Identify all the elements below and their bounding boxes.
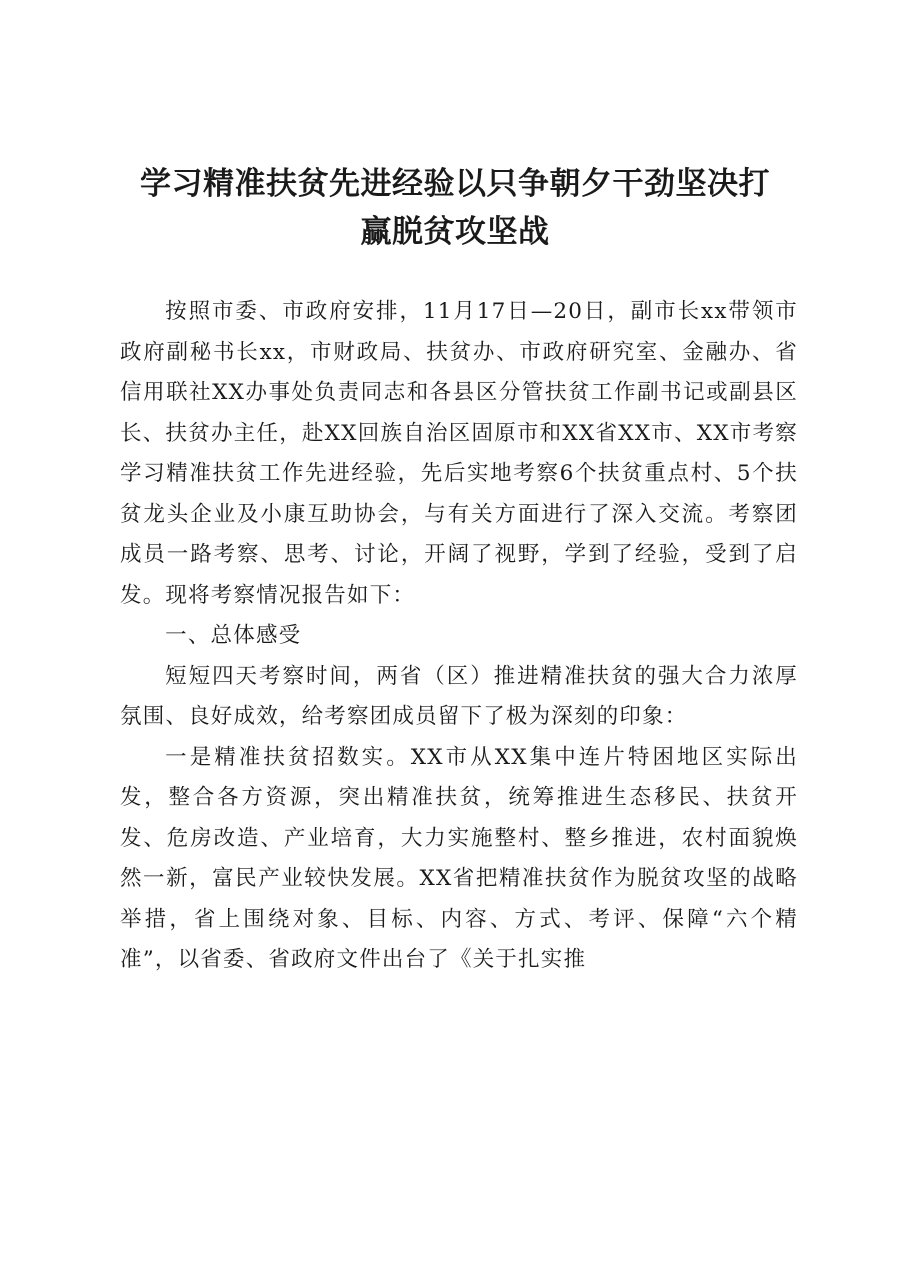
- document-title: [110, 160, 800, 256]
- title-line-2: 赢脱贫攻坚战: [360, 214, 550, 250]
- section-heading-overall-impression: 一、总体感受: [165, 623, 302, 648]
- document-body: [120, 292, 798, 981]
- paragraph-point-one: 一是精准扶贫招数实。XX市从XX集中连片特困地区实际出发，整合各方资源，突出精准扶贫，统筹推进生态移民、扶贫开发、危房改造、产业培育，大力实施整村、整乡推进，农村面貌焕然一新，富民产业较快发展。XX省把精准扶贫作为脱贫攻坚的战略举措，省上围绕对象、目标、内容、方式、考评、保障“六个精准”，以省委、省政府文件出台了《关于扎实推: [120, 744, 798, 972]
- paragraph-summary: 短短四天考察时间，两省（区）推进精准扶贫的强大合力浓厚氛围、良好成效，给考察团成员留下了极为深刻的印象：: [120, 663, 798, 729]
- paragraph-intro: 按照市委、市政府安排，11月17日—20日，副市长xx带领市政府副秘书长xx，市财政局、扶贫办、市政府研究室、金融办、省信用联社XX办事处负责同志和各县区分管扶贫工作副书记或副县区长、扶贫办主任，赴XX回族自治区固原市和XX省XX市、XX市考察学习精准扶贫工作先进经验，先后实地考察6个扶贫重点村、5个扶贫龙头企业及小康互助协会，与有关方面进行了深入交流。考察团成员一路考察、思考、讨论，开阔了视野，学到了经验，受到了启发。现将考察情况报告如下：: [120, 299, 798, 608]
- title-line-1: 学习精准扶贫先进经验以只争朝夕干劲坚决打: [140, 166, 770, 202]
